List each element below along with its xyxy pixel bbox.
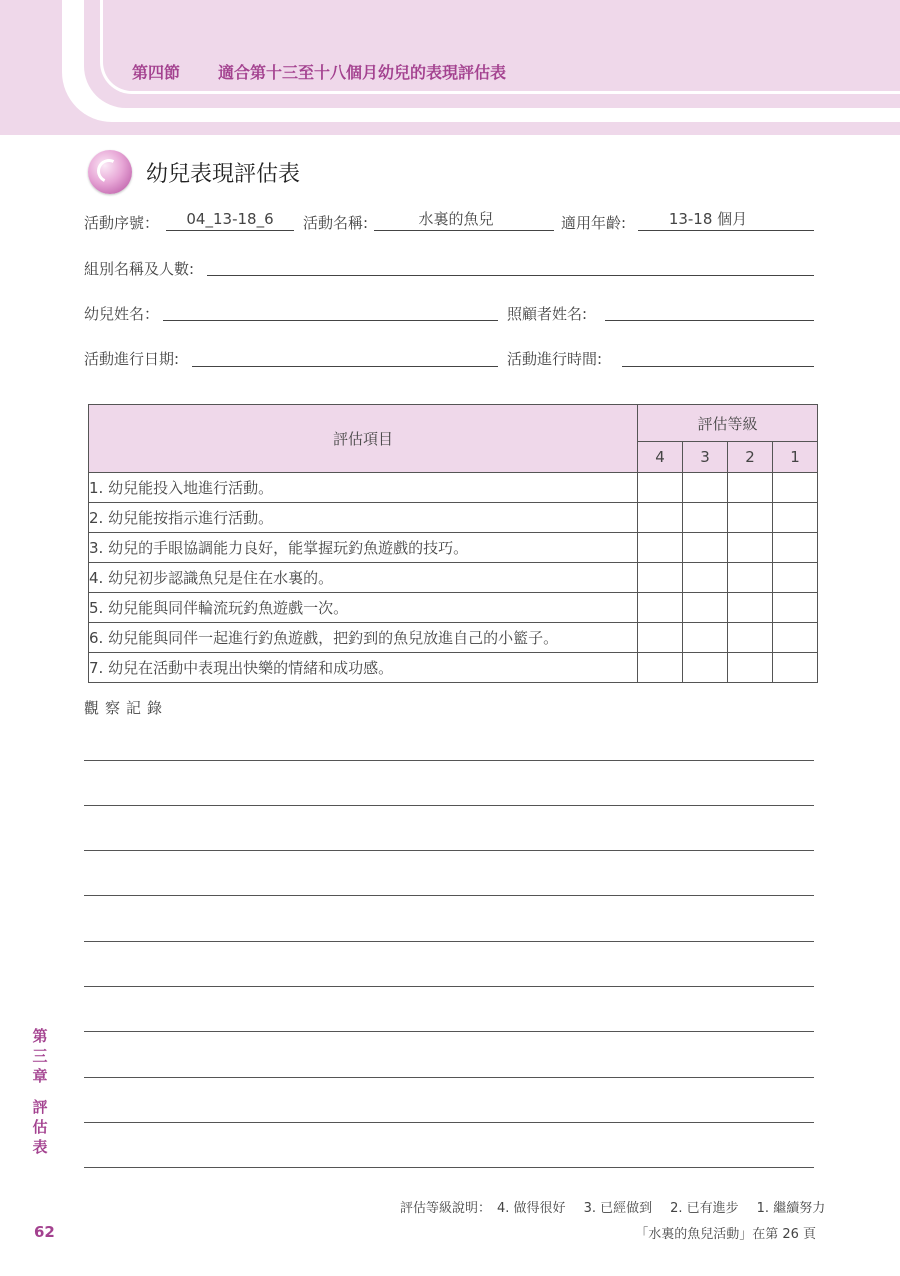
grade-cell[interactable] [773,533,818,563]
grade-3-header: 3 [683,442,728,473]
observation-line[interactable] [84,941,814,942]
grade-cell[interactable] [728,503,773,533]
observation-label: 觀察記錄 [84,699,169,717]
grade-cell[interactable] [638,563,683,593]
item-4: 4. 幼兒初步認識魚兒是住在水裏的。 [89,563,638,593]
time-label: 活動進行時間: [507,350,603,368]
item-5: 5. 幼兒能與同伴輪流玩釣魚遊戲一次。 [89,593,638,623]
observation-line[interactable] [84,805,814,806]
grade-cell[interactable] [683,503,728,533]
grade-cell[interactable] [773,503,818,533]
grade-cell[interactable] [773,623,818,653]
table-row [89,593,818,623]
activity-no-value[interactable]: 04_13-18_6 [186,210,274,228]
observation-line[interactable] [84,986,814,987]
grade-cell[interactable] [773,473,818,503]
legend-3: 3. 已經做到 [583,1201,653,1216]
grade-cell[interactable] [638,503,683,533]
grade-cell[interactable] [683,593,728,623]
grade-cell[interactable] [683,473,728,503]
time-field[interactable] [622,366,814,367]
chapter-char: 章 [32,1067,48,1085]
grade-cell[interactable] [683,653,728,683]
age-underline [638,230,814,231]
activity-no-label: 活動序號： [84,214,160,232]
legend-title: 評估等級說明： [400,1201,492,1216]
form-title: 幼兒表現評估表 [146,162,301,187]
section-title: 適合第十三至十八個月幼兒的表現評估表 [218,63,507,82]
table-row [89,473,818,503]
grade-cell[interactable] [773,563,818,593]
child-name-label: 幼兒姓名： [84,305,160,323]
table-row [89,563,818,593]
table-row [89,533,818,563]
grade-cell[interactable] [638,623,683,653]
observation-line[interactable] [84,1031,814,1032]
grade-cell[interactable] [638,593,683,623]
activity-name-value[interactable]: 水裏的魚兒 [418,210,494,228]
item-3: 3. 幼兒的手眼協調能力良好，能掌握玩釣魚遊戲的技巧。 [89,533,638,563]
item-1: 1. 幼兒能投入地進行活動。 [89,473,638,503]
date-field[interactable] [192,366,498,367]
child-name-field[interactable] [163,320,498,321]
activity-name-label: 活動名稱: [303,214,369,232]
observation-line[interactable] [84,1122,814,1123]
topic-tab [30,1097,50,1157]
age-label: 適用年齡: [561,214,627,232]
observation-line[interactable] [84,1077,814,1078]
grade-cell[interactable] [683,533,728,563]
observation-line[interactable] [84,760,814,761]
legend-4: 4. 做得很好 [497,1201,566,1216]
activity-no-underline [166,230,294,231]
section-number: 第四節 [132,63,181,82]
grade-cell[interactable] [638,653,683,683]
group-label: 組別名稱及人數: [84,260,195,278]
grade-cell[interactable] [728,593,773,623]
grade-cell[interactable] [728,623,773,653]
topic-char: 表 [32,1138,48,1156]
observation-line[interactable] [84,895,814,896]
table-row [89,623,818,653]
grade-cell[interactable] [683,623,728,653]
grade-cell[interactable] [773,593,818,623]
item-6: 6. 幼兒能與同伴一起進行釣魚遊戲，把釣到的魚兒放進自己的小籃子。 [89,623,638,653]
grade-cell[interactable] [728,563,773,593]
chapter-char: 三 [32,1047,48,1065]
legend-2: 2. 已有進步 [670,1201,739,1216]
caregiver-label: 照顧者姓名: [507,305,588,323]
date-label: 活動進行日期: [84,350,180,368]
grade-column-header: 評估等級 [638,405,818,442]
page-number: 62 [34,1223,55,1241]
grade-cell[interactable] [638,533,683,563]
activity-name-underline [374,230,554,231]
grade-cell[interactable] [728,473,773,503]
table-row [89,653,818,683]
age-value[interactable]: 13-18 個月 [668,210,748,228]
grade-cell[interactable] [728,653,773,683]
grade-cell[interactable] [638,473,683,503]
item-column-header: 評估項目 [89,405,638,473]
item-7: 7. 幼兒在活動中表現出快樂的情緒和成功感。 [89,653,638,683]
chapter-tab [30,1026,50,1086]
grade-4-header: 4 [638,442,683,473]
item-2: 2. 幼兒能按指示進行活動。 [89,503,638,533]
activity-reference: 「水裏的魚兒活動」在第 26 頁 [635,1227,816,1242]
grade-legend [400,1197,825,1216]
grade-cell[interactable] [773,653,818,683]
grade-1-header: 1 [773,442,818,473]
grade-cell[interactable] [728,533,773,563]
topic-char: 評 [32,1098,48,1116]
grade-cell[interactable] [683,563,728,593]
chapter-char: 第 [32,1027,48,1045]
legend-1: 1. 繼續努力 [756,1201,826,1216]
grade-2-header: 2 [728,442,773,473]
pearl-bullet-icon [88,150,132,194]
group-field[interactable] [207,275,814,276]
observation-line[interactable] [84,1167,814,1168]
observation-line[interactable] [84,850,814,851]
caregiver-field[interactable] [605,320,814,321]
table-row [89,503,818,533]
topic-char: 估 [32,1118,48,1136]
evaluation-table [88,404,818,683]
